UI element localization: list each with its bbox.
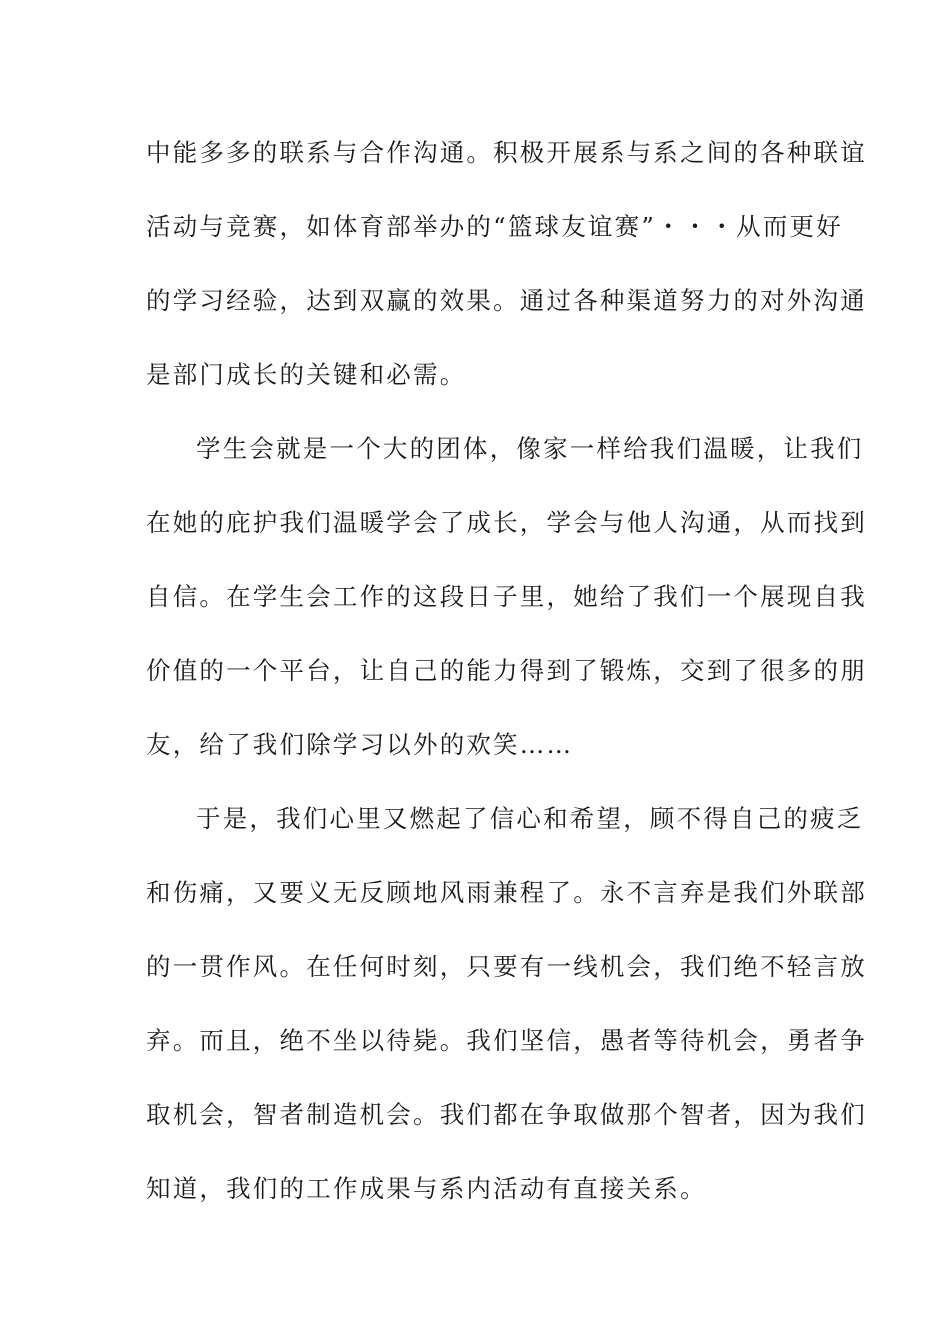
paragraph-3-line-3: 的一贯作风。在任何时刻，只要有一线机会，我们绝不轻言放 — [146, 952, 867, 981]
paragraph-1-line-2: 活动与竞赛，如体育部举办的“篮球友谊赛”・・・从而更好 — [146, 212, 843, 241]
paragraph-3-line-1: 于是，我们心里又燃起了信心和希望，顾不得自己的疲乏 — [196, 804, 864, 833]
document-body — [146, 128, 867, 1238]
paragraph-3-line-2: 和伤痛，又要义无反顾地风雨兼程了。永不言弃是我们外联部 — [146, 878, 867, 907]
paragraph-2-line-3: 自信。在学生会工作的这段日子里，她给了我们一个展现自我 — [146, 582, 867, 611]
paragraph-1-line-3: 的学习经验，达到双赢的效果。通过各种渠道努力的对外沟通 — [146, 286, 867, 315]
paragraph-3-line-6: 知道，我们的工作成果与系内活动有直接关系。 — [146, 1174, 707, 1203]
paragraph-3-line-4: 弃。而且，绝不坐以待毙。我们坚信，愚者等待机会，勇者争 — [146, 1026, 867, 1055]
paragraph-3-line-5: 取机会，智者制造机会。我们都在争取做那个智者，因为我们 — [146, 1100, 867, 1129]
paragraph-1-line-1: 中能多多的联系与合作沟通。积极开展系与系之间的各种联谊 — [146, 138, 867, 167]
paragraph-2-line-1: 学生会就是一个大的团体，像家一样给我们温暖，让我们 — [196, 434, 864, 463]
paragraph-2-line-4: 价值的一个平台，让自己的能力得到了锻炼，交到了很多的朋 — [146, 656, 867, 685]
paragraph-2-line-5: 友，给了我们除学习以外的欢笑…… — [146, 730, 574, 759]
paragraph-1-line-4: 是部门成长的关键和必需。 — [146, 360, 467, 389]
paragraph-2-line-2: 在她的庇护我们温暖学会了成长，学会与他人沟通，从而找到 — [146, 508, 867, 537]
